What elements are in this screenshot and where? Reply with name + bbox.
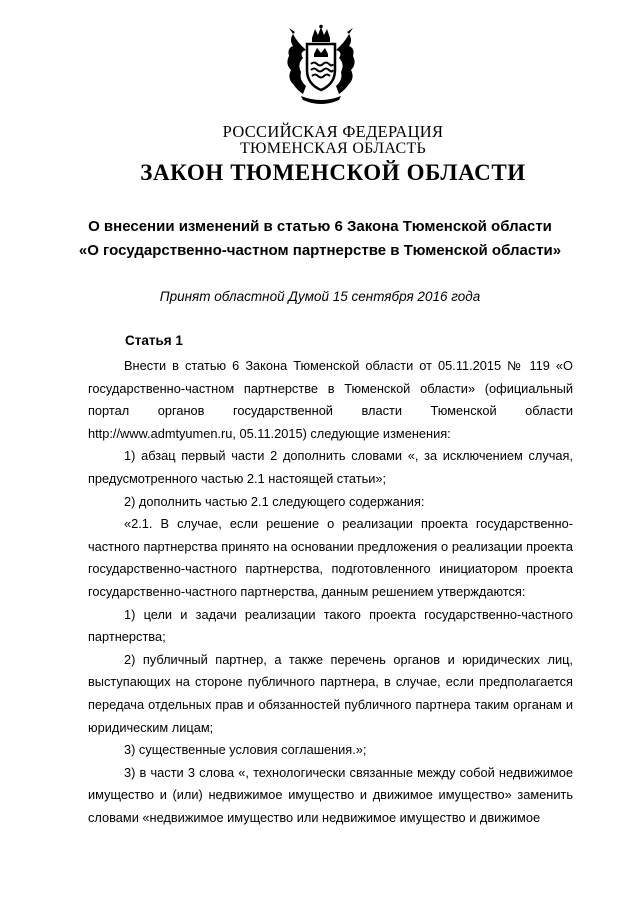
paragraph: 3) в части 3 слова «, технологически связанные между собой недвижимое имущество и (или) недвижимое имущество и движимое имущество» заменить словами «недвижимое имущество или недвижимое имущество и движимое bbox=[88, 764, 573, 825]
header-region: ТЮМЕНСКАЯ ОБЛАСТЬ bbox=[239, 140, 427, 157]
paragraph: 2) публичный партнер, а также перечень органов и юридических лиц, выступающих на стороне публичного партнера, в случае, если предполагается передача отдельных прав и обязанностей публичного партнера таким органам и юридическим лицам; bbox=[88, 651, 573, 735]
paragraph: Внести в статью 6 Закона Тюменской области от 05.11.2015 № 119 «О государственно-частном партнерстве в Тюменской области» (официальный портал органов государственной власти Тюменской области http://www.admtyumen.ru, 05.11.2015) следующие изменения: bbox=[88, 358, 573, 441]
law-title-line-1: О внесении изменений в статью 6 Закона Тюменской области bbox=[88, 218, 552, 235]
adoption-note: Принят областной Думой 15 сентября 2016 года bbox=[159, 289, 481, 304]
header-country: РОССИЙСКАЯ ФЕДЕРАЦИЯ bbox=[222, 122, 444, 141]
header-doc-type: ЗАКОН ТЮМЕНСКОЙ ОБЛАСТИ bbox=[140, 160, 526, 185]
paragraph: 1) абзац первый части 2 дополнить словами «, за исключением случая, предусмотренного частью 2.1 настоящей статьи»; bbox=[88, 448, 573, 486]
paragraph: 3) существенные условия соглашения.»; bbox=[124, 742, 367, 758]
law-title-line-2: «О государственно-частном партнерстве в Тюменской области» bbox=[78, 242, 562, 259]
paragraph: «2.1. В случае, если решение о реализации проекта государственно-частного партнерства принято на основании предложения о реализации проекта государственно-частного партнерства, подготовленного инициатором проекта государственно-частного партнерства, данным решением утверждаются: bbox=[88, 516, 573, 599]
article-heading: Статья 1 bbox=[125, 333, 183, 348]
paragraph: 1) цели и задачи реализации такого проекта государственно-частного партнерства; bbox=[88, 606, 573, 645]
paragraph: 2) дополнить частью 2.1 следующего содержания: bbox=[124, 493, 425, 509]
coat-of-arms-icon bbox=[279, 24, 363, 108]
article-body bbox=[88, 355, 573, 829]
